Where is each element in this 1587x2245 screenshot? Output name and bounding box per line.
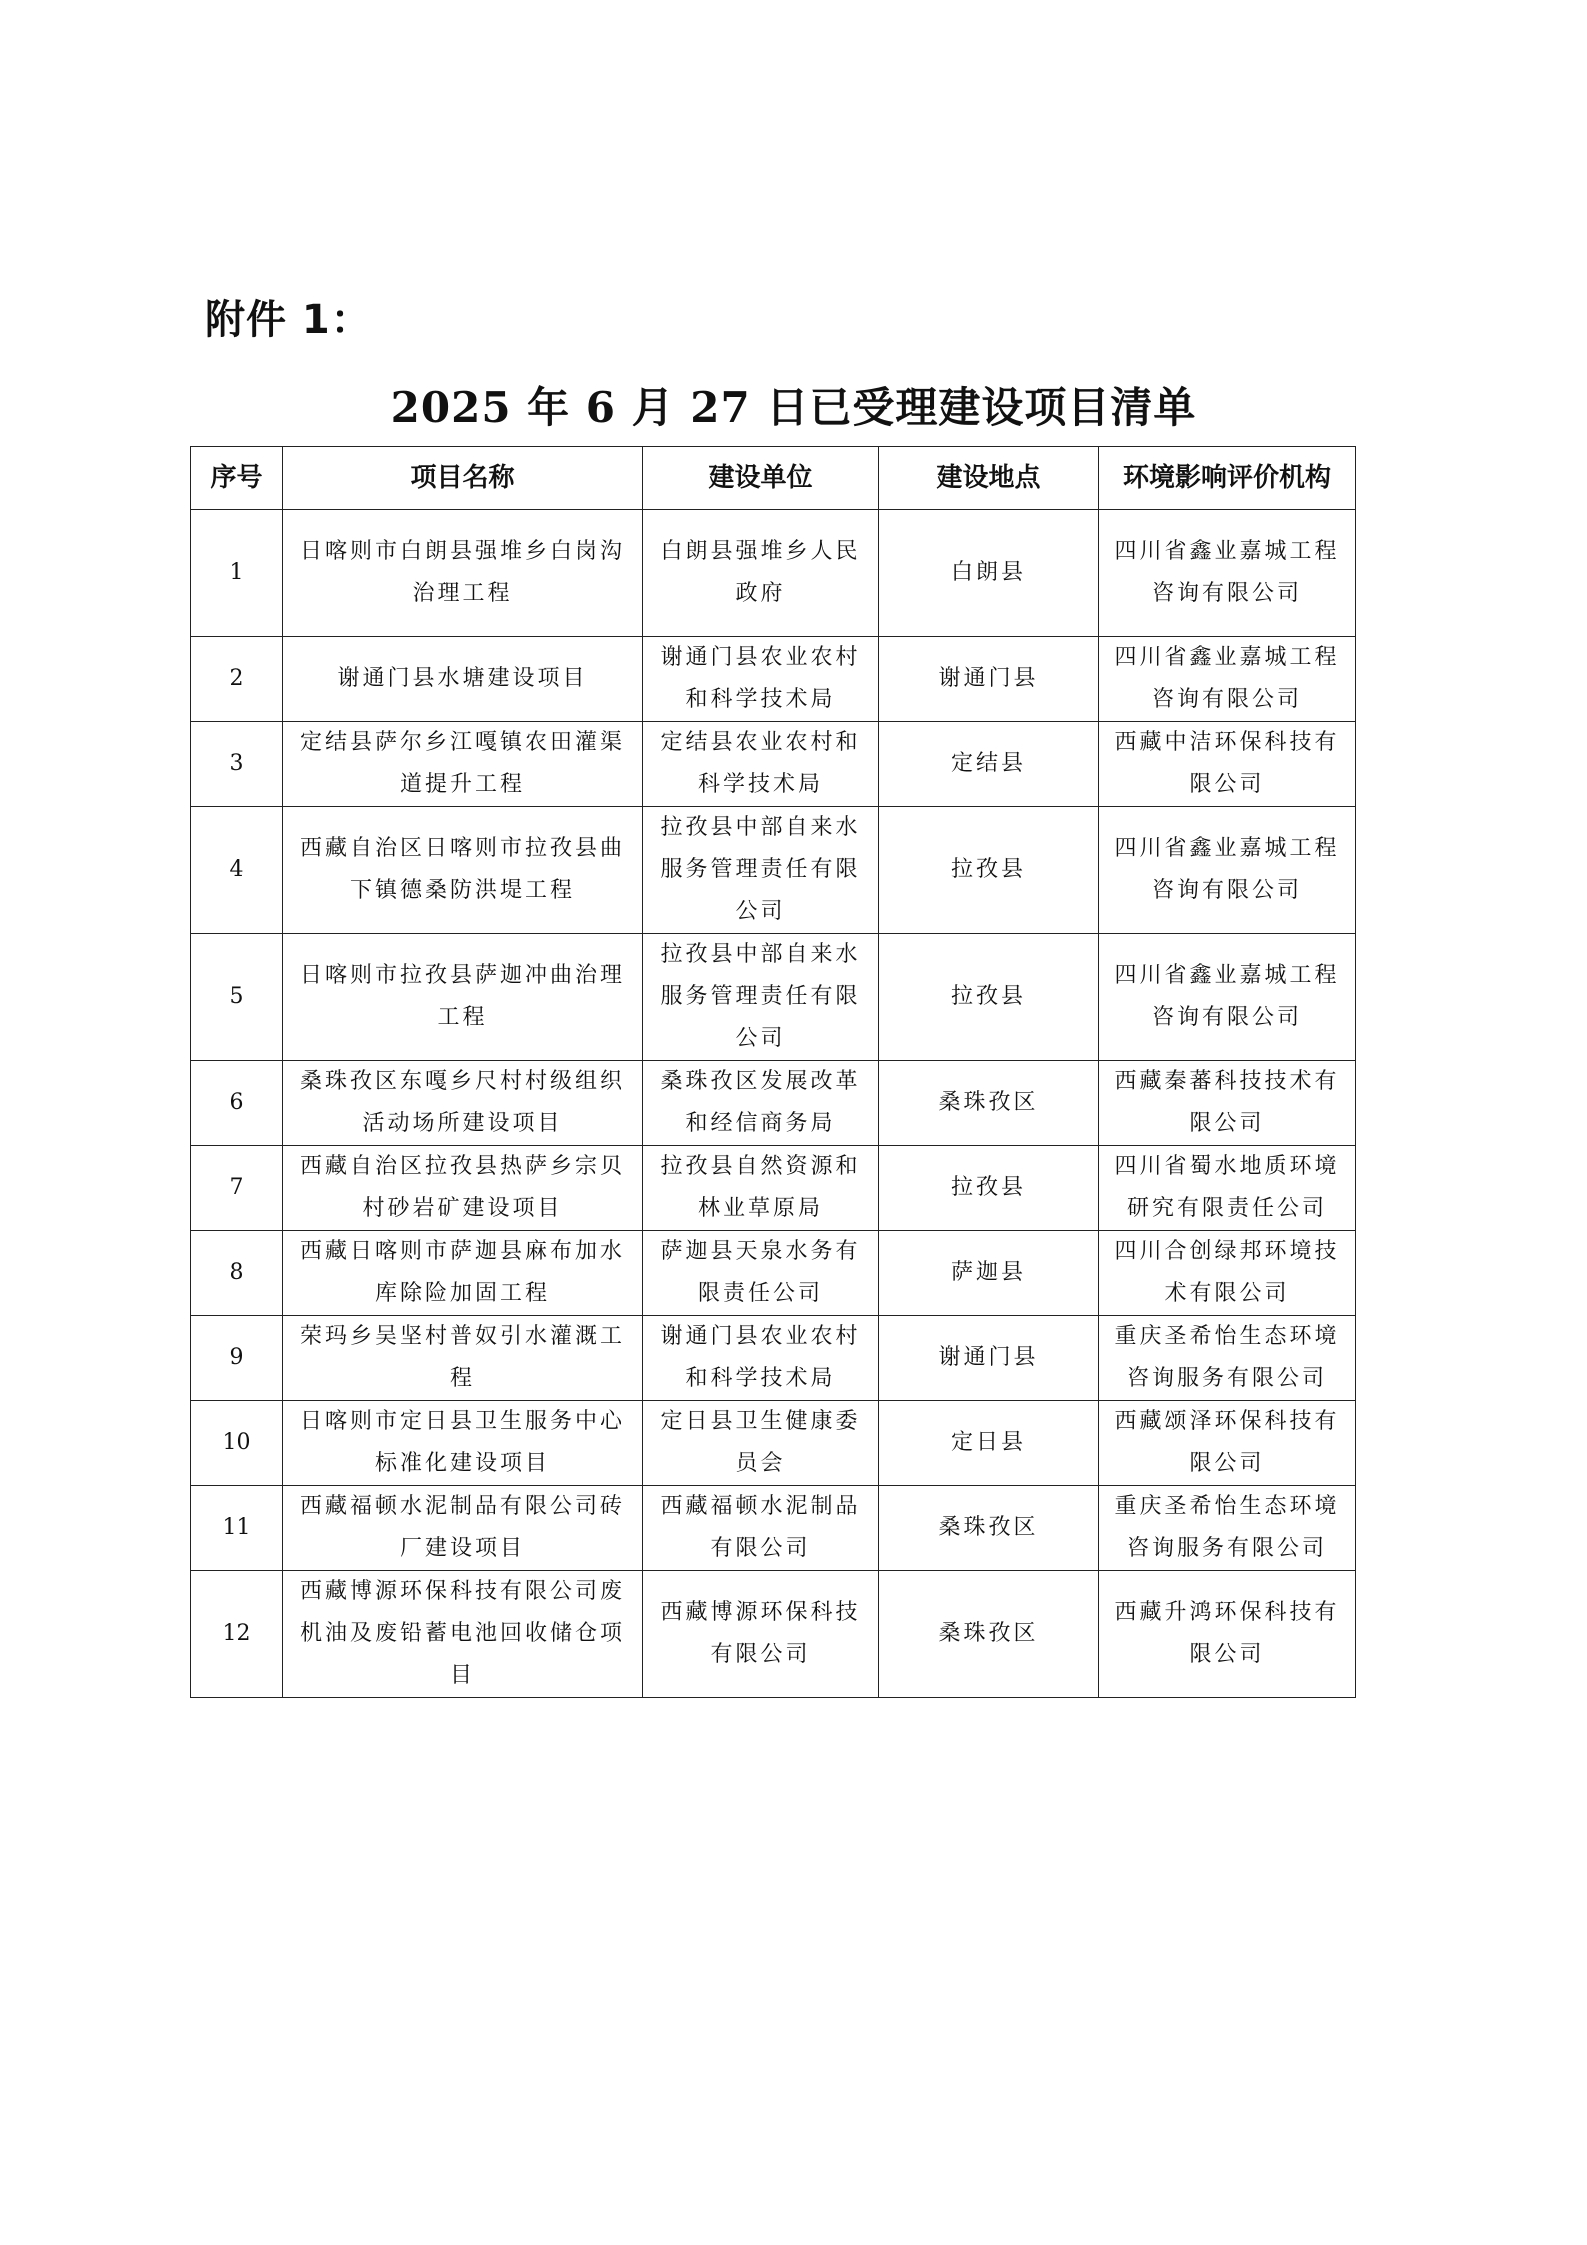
table-row — [191, 1401, 1356, 1486]
cell-project-name: 日喀则市拉孜县萨迦冲曲治理工程 — [283, 934, 643, 1061]
cell-index: 12 — [191, 1571, 283, 1698]
header-location: 建设地点 — [879, 447, 1099, 510]
cell-builder: 定结县农业农村和科学技术局 — [643, 722, 879, 807]
cell-index: 8 — [191, 1231, 283, 1316]
cell-location: 拉孜县 — [879, 807, 1099, 934]
cell-builder: 西藏福顿水泥制品有限公司 — [643, 1486, 879, 1571]
cell-index: 11 — [191, 1486, 283, 1571]
table-row — [191, 1146, 1356, 1231]
cell-location: 桑珠孜区 — [879, 1486, 1099, 1571]
cell-index: 4 — [191, 807, 283, 934]
table-row — [191, 510, 1356, 637]
cell-eia-agency: 西藏颂泽环保科技有限公司 — [1099, 1401, 1356, 1486]
header-eia-agency: 环境影响评价机构 — [1099, 447, 1356, 510]
cell-eia-agency: 西藏升鸿环保科技有限公司 — [1099, 1571, 1356, 1698]
cell-project-name: 西藏福顿水泥制品有限公司砖厂建设项目 — [283, 1486, 643, 1571]
table-row — [191, 1571, 1356, 1698]
cell-builder: 西藏博源环保科技有限公司 — [643, 1571, 879, 1698]
cell-project-name: 西藏自治区日喀则市拉孜县曲下镇德桑防洪堤工程 — [283, 807, 643, 934]
project-table — [190, 446, 1356, 1698]
table-row — [191, 1486, 1356, 1571]
cell-eia-agency: 四川省鑫业嘉城工程咨询有限公司 — [1099, 807, 1356, 934]
cell-location: 萨迦县 — [879, 1231, 1099, 1316]
cell-eia-agency: 重庆圣希怡生态环境咨询服务有限公司 — [1099, 1486, 1356, 1571]
cell-project-name: 西藏自治区拉孜县热萨乡宗贝村砂岩矿建设项目 — [283, 1146, 643, 1231]
cell-location: 定结县 — [879, 722, 1099, 807]
cell-project-name: 谢通门县水塘建设项目 — [283, 637, 643, 722]
table-row — [191, 807, 1356, 934]
cell-builder: 谢通门县农业农村和科学技术局 — [643, 637, 879, 722]
table-row — [191, 1316, 1356, 1401]
cell-eia-agency: 重庆圣希怡生态环境咨询服务有限公司 — [1099, 1316, 1356, 1401]
cell-project-name: 荣玛乡吴坚村普奴引水灌溉工程 — [283, 1316, 643, 1401]
cell-index: 10 — [191, 1401, 283, 1486]
cell-project-name: 日喀则市白朗县强堆乡白岗沟治理工程 — [283, 510, 643, 637]
cell-builder: 定日县卫生健康委员会 — [643, 1401, 879, 1486]
cell-project-name: 西藏博源环保科技有限公司废机油及废铅蓄电池回收储仓项目 — [283, 1571, 643, 1698]
cell-index: 5 — [191, 934, 283, 1061]
cell-eia-agency: 西藏中洁环保科技有限公司 — [1099, 722, 1356, 807]
table-row — [191, 1061, 1356, 1146]
cell-location: 谢通门县 — [879, 1316, 1099, 1401]
cell-eia-agency: 四川省鑫业嘉城工程咨询有限公司 — [1099, 637, 1356, 722]
cell-eia-agency: 四川合创绿邦环境技术有限公司 — [1099, 1231, 1356, 1316]
cell-builder: 拉孜县中部自来水服务管理责任有限公司 — [643, 807, 879, 934]
header-project-name: 项目名称 — [283, 447, 643, 510]
cell-location: 桑珠孜区 — [879, 1061, 1099, 1146]
table-row — [191, 934, 1356, 1061]
header-builder: 建设单位 — [643, 447, 879, 510]
cell-eia-agency: 四川省鑫业嘉城工程咨询有限公司 — [1099, 934, 1356, 1061]
cell-eia-agency: 西藏秦蕃科技技术有限公司 — [1099, 1061, 1356, 1146]
cell-builder: 萨迦县天泉水务有限责任公司 — [643, 1231, 879, 1316]
cell-location: 定日县 — [879, 1401, 1099, 1486]
cell-location: 白朗县 — [879, 510, 1099, 637]
attachment-label: 附件 1： — [205, 297, 372, 343]
cell-index: 6 — [191, 1061, 283, 1146]
header-index: 序号 — [191, 447, 283, 510]
cell-eia-agency: 四川省鑫业嘉城工程咨询有限公司 — [1099, 510, 1356, 637]
cell-builder: 拉孜县中部自来水服务管理责任有限公司 — [643, 934, 879, 1061]
cell-index: 2 — [191, 637, 283, 722]
table-row — [191, 1231, 1356, 1316]
cell-project-name: 西藏日喀则市萨迦县麻布加水库除险加固工程 — [283, 1231, 643, 1316]
cell-builder: 拉孜县自然资源和林业草原局 — [643, 1146, 879, 1231]
cell-location: 拉孜县 — [879, 1146, 1099, 1231]
table-row — [191, 637, 1356, 722]
cell-index: 9 — [191, 1316, 283, 1401]
cell-builder: 白朗县强堆乡人民政府 — [643, 510, 879, 637]
cell-index: 7 — [191, 1146, 283, 1231]
cell-builder: 谢通门县农业农村和科学技术局 — [643, 1316, 879, 1401]
cell-project-name: 定结县萨尔乡江嘎镇农田灌渠道提升工程 — [283, 722, 643, 807]
table-header-row — [191, 447, 1356, 510]
cell-index: 3 — [191, 722, 283, 807]
cell-project-name: 桑珠孜区东嘎乡尺村村级组织活动场所建设项目 — [283, 1061, 643, 1146]
cell-project-name: 日喀则市定日县卫生服务中心标准化建设项目 — [283, 1401, 643, 1486]
cell-location: 桑珠孜区 — [879, 1571, 1099, 1698]
cell-builder: 桑珠孜区发展改革和经信商务局 — [643, 1061, 879, 1146]
cell-location: 拉孜县 — [879, 934, 1099, 1061]
table-row — [191, 722, 1356, 807]
cell-eia-agency: 四川省蜀水地质环境研究有限责任公司 — [1099, 1146, 1356, 1231]
cell-index: 1 — [191, 510, 283, 637]
cell-location: 谢通门县 — [879, 637, 1099, 722]
page-title: 2025 年 6 月 27 日已受理建设项目清单 — [390, 383, 1197, 432]
